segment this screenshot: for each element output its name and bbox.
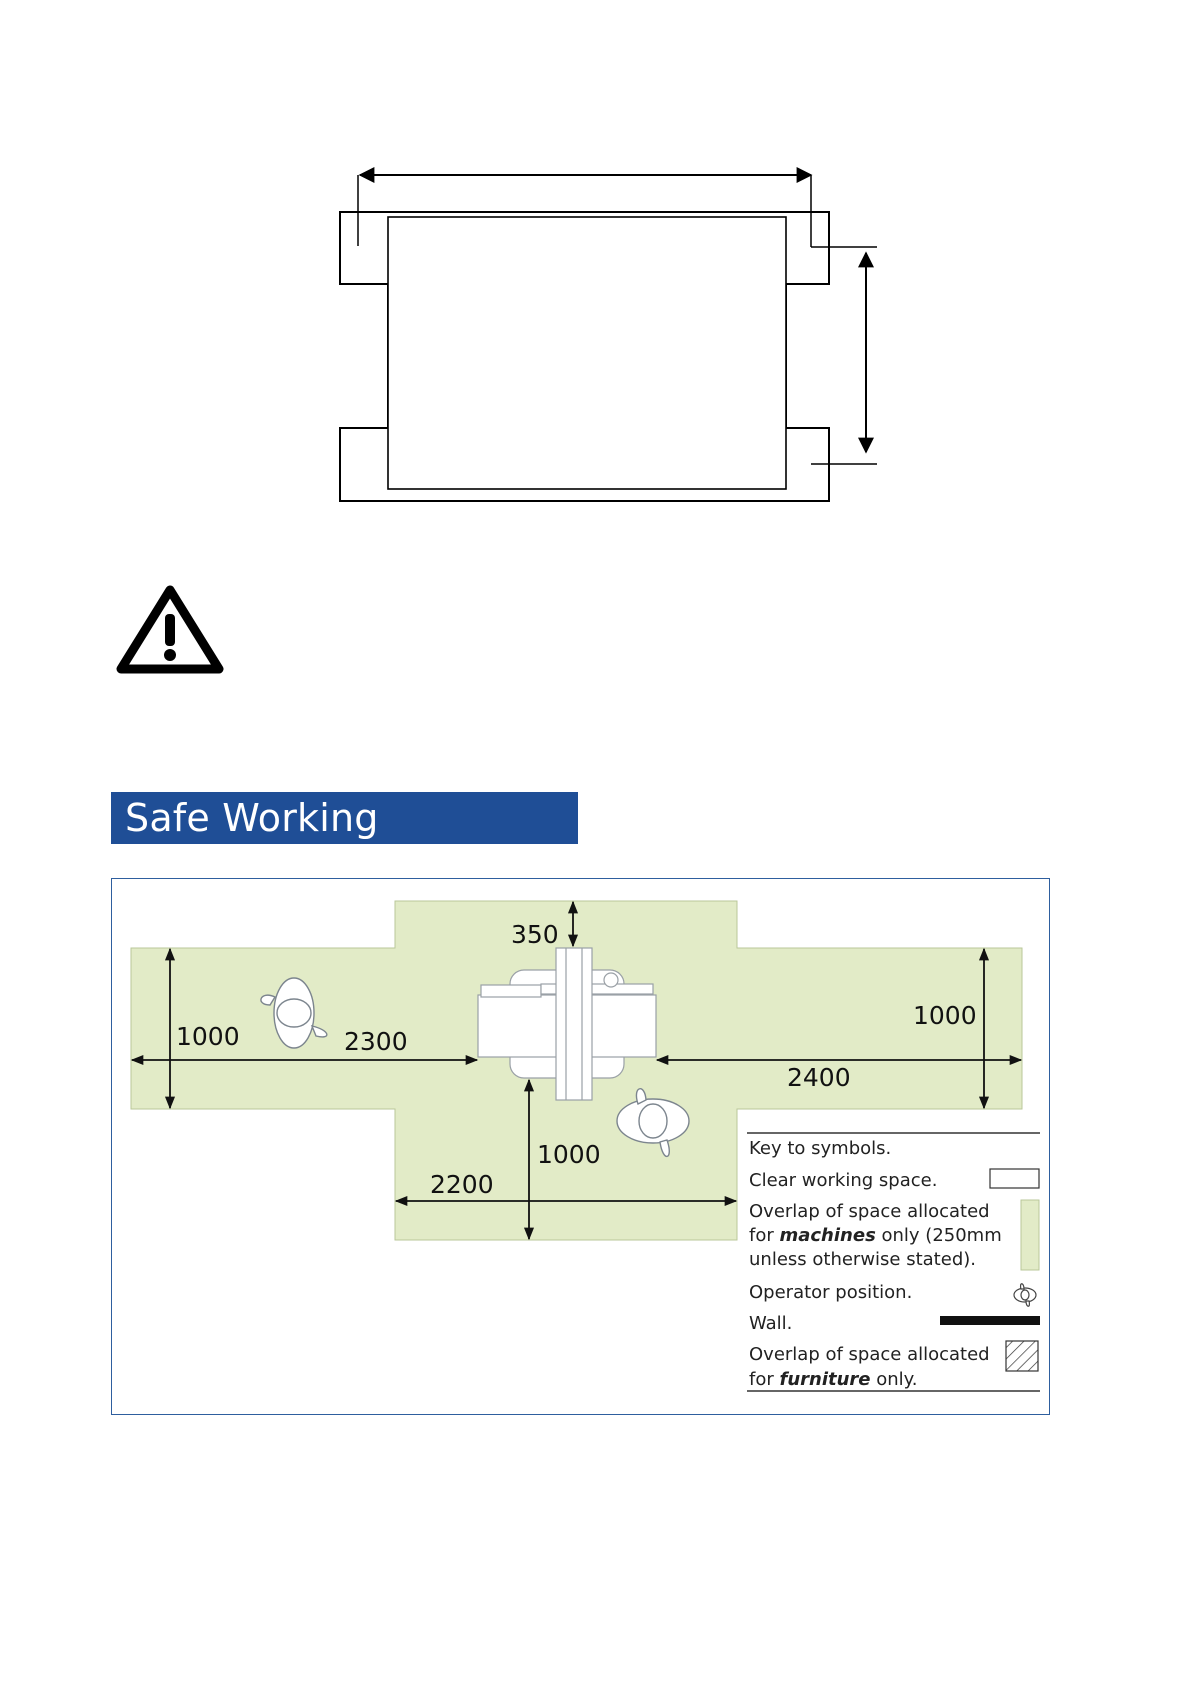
key-clear-space-label: Clear working space.	[749, 1170, 938, 1191]
wall-symbol	[940, 1316, 1040, 1325]
key-operator-label: Operator position.	[749, 1282, 913, 1303]
front-length-label: 2200	[430, 1170, 494, 1199]
key-furniture-overlap-line1: Overlap of space allocated	[749, 1344, 990, 1365]
clear-space-symbol	[990, 1169, 1039, 1188]
front-depth-label: 1000	[537, 1140, 601, 1169]
key-to-symbols	[747, 1133, 1040, 1391]
key-wall-label: Wall.	[749, 1313, 793, 1334]
key-furniture-overlap-line2: for furniture only.	[749, 1369, 918, 1390]
key-title: Key to symbols.	[749, 1138, 892, 1159]
hatch-symbol	[1006, 1341, 1038, 1371]
right-depth-label: 1000	[913, 1001, 977, 1030]
left-length-label: 2300	[344, 1027, 408, 1056]
top-clearance-label: 350	[511, 920, 559, 949]
key-machines-overlap-line1: Overlap of space allocated	[749, 1201, 990, 1222]
right-length-label: 2400	[787, 1063, 851, 1092]
left-depth-label: 1000	[176, 1022, 240, 1051]
key-machines-overlap-line3: unless otherwise stated).	[749, 1249, 976, 1270]
section-heading: Safe Working Distances	[111, 792, 578, 844]
key-machines-overlap-line2: for machines only (250mm	[749, 1225, 1002, 1246]
operator-position-icon	[1014, 1284, 1036, 1307]
machines-overlap-symbol	[1021, 1200, 1039, 1270]
